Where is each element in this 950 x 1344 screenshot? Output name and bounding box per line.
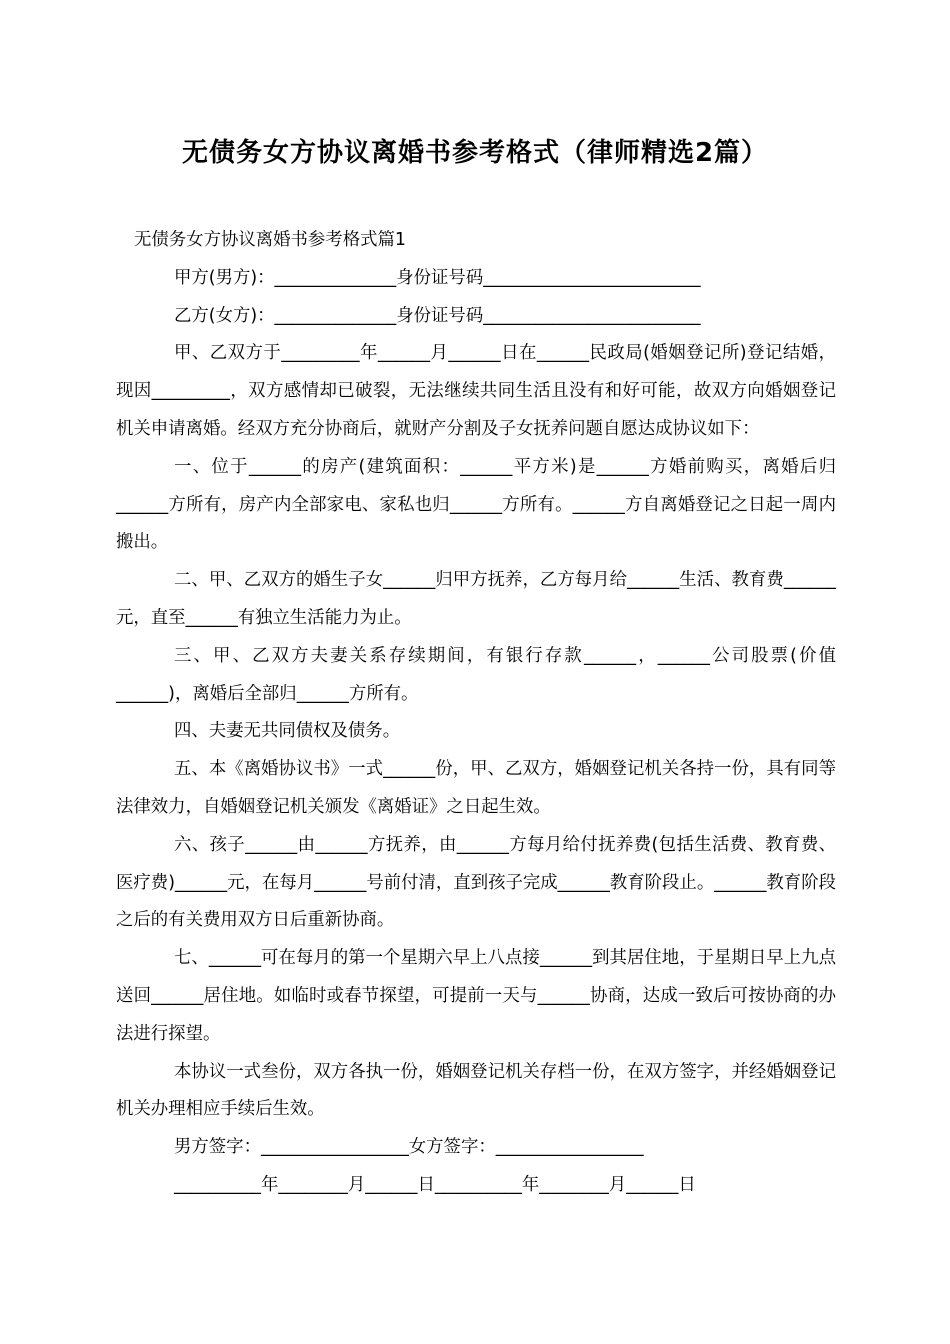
clause-3: 三、甲、乙双方夫妻关系存续期间，有银行存款______，______公司股票(价值______)，离婚后全部归______方所有。 <box>116 645 836 704</box>
clause-1: 一、位于______的房产(建筑面积：______平方米)是______方婚前购买，离婚后归______方所有，房产内全部家电、家私也归______方所有。______方自离婚登记之日起一周内搬出。 <box>116 456 836 553</box>
date-line: __________年________月______日__________年________月______日 <box>174 1174 696 1195</box>
document-body <box>116 222 836 1205</box>
party-b-line: 乙方(女方)：______________身份证号码_________________________ <box>174 305 701 326</box>
clause-4: 四、夫妻无共同债权及债务。 <box>174 721 401 742</box>
intro-paragraph: 甲、乙双方于_________年______月______日在______民政局(婚姻登记所)登记结婚，现因_________，双方感情却已破裂，无法继续共同生活且没有和好可能，故双方向婚姻登记机关申请离婚。经双方充分协商后，就财产分割及子女抚养问题自愿达成协议如下： <box>116 343 836 439</box>
party-a-line: 甲方(男方)：______________身份证号码_________________________ <box>174 267 701 288</box>
clause-6: 六、孩子______由______方抚养，由______方每月给付抚养费(包括生活费、教育费、医疗费)______元，在每月______号前付清，直到孩子完成______教育阶段止。______教育阶段之后的有关费用双方日后重新协商。 <box>116 834 836 931</box>
signature-line: 男方签字：_________________女方签字：_________________ <box>174 1137 644 1158</box>
clause-5: 五、本《离婚协议书》一式______份，甲、乙双方，婚姻登记机关各持一份，具有同等法律效力，自婚姻登记机关颁发《离婚证》之日起生效。 <box>116 759 836 817</box>
clause-7: 七、______可在每月的第一个星期六早上八点接______到其居住地，于星期日早上九点送回______居住地。如临时或春节探望，可提前一天与______协商，达成一致后可按协商的办法进行探望。 <box>116 948 836 1044</box>
section-subtitle: 无债务女方协议离婚书参考格式篇1 <box>134 230 406 250</box>
document-title: 无债务女方协议离婚书参考格式（律师精选2篇） <box>181 138 769 168</box>
closing-paragraph: 本协议一式叁份，双方各执一份，婚姻登记机关存档一份，在双方签字，并经婚姻登记机关办理相应手续后生效。 <box>116 1061 836 1120</box>
clause-2: 二、甲、乙双方的婚生子女______归甲方抚养，乙方每月给______生活、教育费______元，直至______有独立生活能力为止。 <box>116 570 836 628</box>
